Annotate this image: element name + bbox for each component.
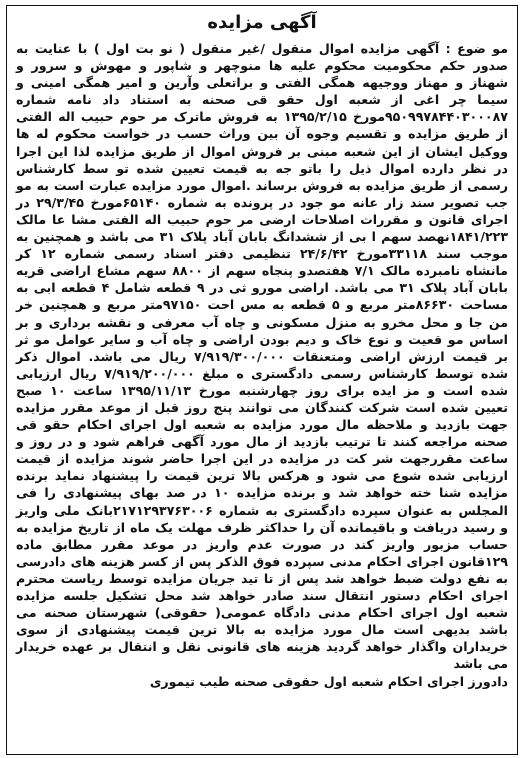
auction-notice — [6, 5, 518, 755]
notice-body: مو ضوع : آگهی مزایده اموال منقول /غیر منقول ( نو بت اول ) با عنایت به صدور حکم محکومیت محکوم علیه ها منوچهر و شاپور و مهوش و سرور و شهناز و مهناز ووجیهه همگی الفتی و براتعلی وآرین و امیر همگی امینی و سیما چر اغی از شعبه اول حقو قی صحنه به استناد داد نامه شماره ۹۵۰۹۹۷۸۴۴۰۳۰۰۰۸۷مورخ ۱۳۹۵/۲/۱۵ به فروش ماترک مر حوم حبیب اله الفتی از طریق مزایده و تقسیم وجوه آن بین وراث حسب در خواست محکوم له ها ووکیل ایشان از این شعبه مبنی بر فروش اموال از طریق مزایده لذا این اجرا در نظر دارده اموال ذیل را باتو جه به قیمت تعیین شده تو سط کارشناس رسمی از طریق مزایده به فروش برساند .اموال مورد مزایده عبارت است به مو جب تصویر سند زار عانه مو جود در پرونده به شماره ۶۵۱۴۰مورخ ۲۹/۳/۴۵ در اجرای قانون و مقررات اصلاحات ارضی مر حوم حبیب اله الفتی مشا عا مالک ۱۸۴۱/۲۲۳نهصد سهم ا بی از ششدانگ بابان آباد پلاک ۳۱ می باشد و همچنین به موجب سند ۳۳۱۱۸مورخ ۲۴/۶/۴۲ تنظیمی دفتر اسناد رسمی شماره ۱۲ کر مانشاه نامبرده مالک ۷/۱ هفتصدو پنجاه سهم از ۸۸۰۰ سهم مشاع اراضی قریه بابان آباد پلاک ۳۱ می باشد. اراضی مورو ثی در ۹ قطعه شامل ۴ قطعه ابی به مساحت ۸۶۶۳۰متر مربع و ۵ قطعه به مس احت ۹۷۱۵۰متر مربع و همچنین خر من جا و محل مخرو به منزل مسکونی و چاه آب معرفی و نقشه برداری و بر اساس مو قعیت و نوع خاک و دیم بودن اراضی و چاه آب و سایر عوامل مو ثر بر قیمت ارزش اراضی ومتعنقات ۷/۹۱۹/۳۰۰/۰۰۰ ریال می باشد. اموال ذکر شده توسط کارشناس رسمی دادگستری ه مبلغ ۷/۹۱۹/۲۰۰/۰۰۰ ریال ارزیابی شده است و مز ایده برای روز چهارشنبه مورخ ۱۳۹۵/۱۱/۱۳ ساعت ۱۰ صبح تعیین شده است شرکت کنندگان می توانند پنج روز قبل از موعد مقرر مزایده جهت بازدید و ملاحظه مال مورد مزایده به شعبه اول اجرای احکام حقو قی صحنه مراجعه کنند تا ترتیب بازدید از مال مورد آگهی فراهم شود و در روز و ساعت مقررجهت شر کت در مزایده در این اجرا حاضر شوند مزایده از قیمت ارزیابی شده شوع می شود و هرکس بالا ترین قیمت را پیشنهاد نماید برنده مزایده شنا خته خواهد شد و برنده مزایده ۱۰ در صد بهای پیشنهادی را فی المجلس به عنوان سپرده دادگستری به شماره ۲۱۷۱۲۹۳۷۶۳۰۰۶بانک ملی واریز و رسید دریافت و باقیمانده آن را حداکثر ظرف مهلت یک ماه از تاریخ مزایده به حساب مزبور واریز کند در صورت عدم واریز در موعد مقرر مطابق ماده ۱۲۹قانون اجرای احکام مدنی سپرده فوق الذکر پس از کسر هزینه های دادرسی به نفع دولت ضبط خواهد شد پس از تا تید جریان مزایده توسط ریاست محترم اجرای احکام دستور انتقال سند صادر خواهد شد محل تشکیل جلسه مزایده شعبه اول اجرای احکام مدنی دادگاه عمومی( حقوقی) شهرستان صحنه می باشد بدیهی است مال مورد مزایده به بالا ترین قیمت پیشنهادی از سوی خریداران واگذار خواهد گردید هزینه های قانونی نقل و انتقال بر عهده خریدار می باشد — [16, 41, 509, 672]
notice-signature: دادورز اجرای احکام شعبه اول حقوقی صحنه طیب تیموری — [149, 674, 508, 690]
notice-title: آگهی مزایده — [207, 12, 317, 33]
